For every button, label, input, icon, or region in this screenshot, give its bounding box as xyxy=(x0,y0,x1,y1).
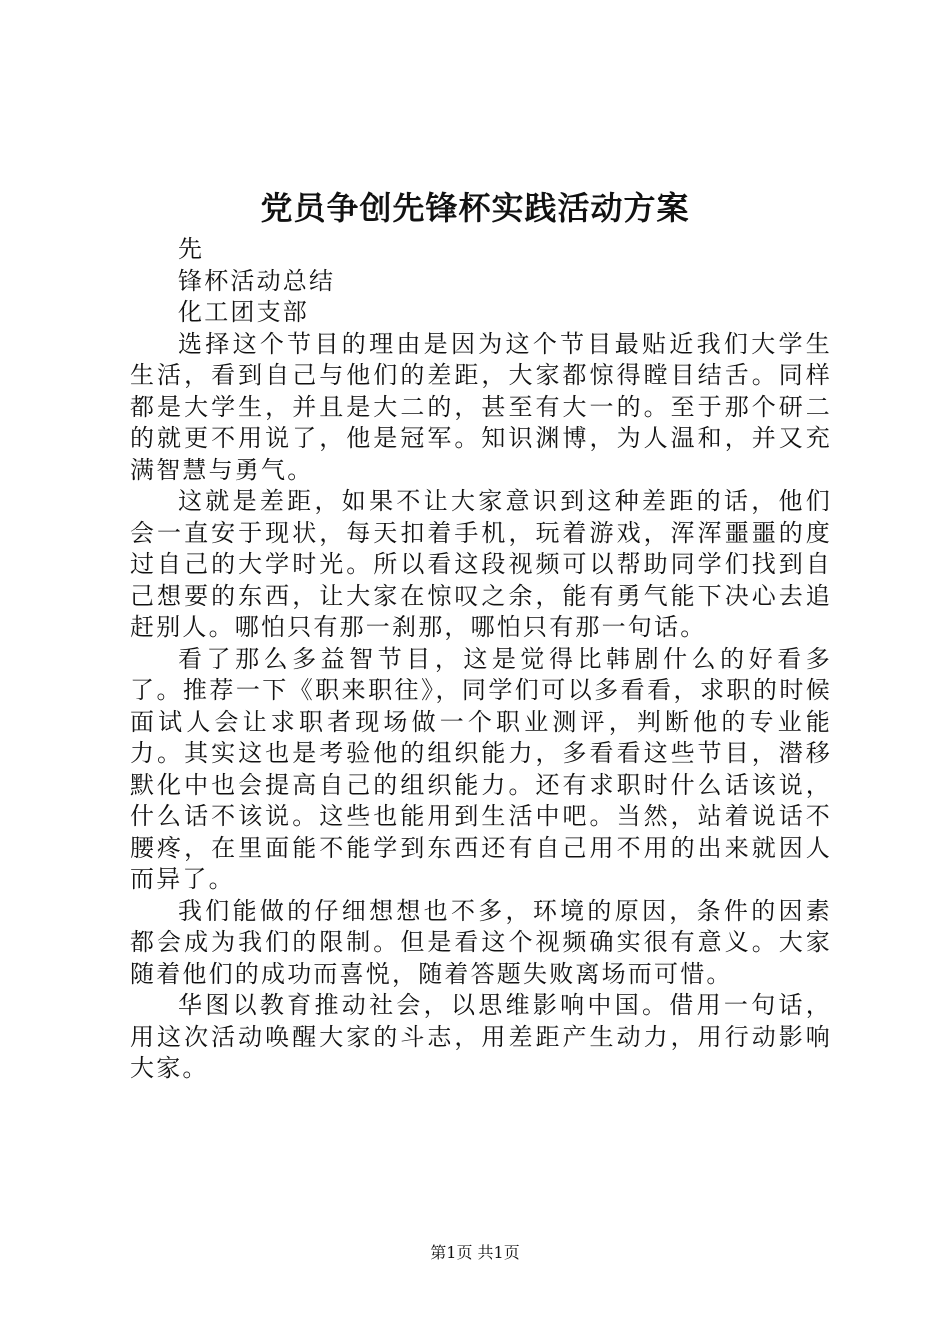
paragraph: 看了那么多益智节目，这是觉得比韩剧什么的好看多了。推荐一下《职来职往》，同学们可以多看看，求职的时候面试人会让求职者现场做一个职业测评，判断他的专业能力。其实这也是考验他的组织能力，多看看这些节目，潜移默化中也会提高自己的组织能力。还有求职时什么话该说，什么话不该说。这些也能用到生活中吧。当然，站着说话不腰疼，在里面能不能学到东西还有自己用不用的出来就因人而异了。 xyxy=(130,644,832,893)
document-title: 党员争创先锋杯实践活动方案 xyxy=(260,189,690,227)
paragraph: 这就是差距，如果不让大家意识到这种差距的话，他们会一直安于现状，每天扣着手机，玩着游戏，浑浑噩噩的度过自己的大学时光。所以看这段视频可以帮助同学们找到自己想要的东西，让大家在惊叹之余，能有勇气能下决心去追赶别人。哪怕只有那一刹那，哪怕只有那一句话。 xyxy=(130,487,832,641)
paragraph: 先 xyxy=(178,235,205,263)
document-body xyxy=(130,234,832,1085)
paragraph: 化工团支部 xyxy=(178,298,309,326)
paragraph: 选择这个节目的理由是因为这个节目最贴近我们大学生生活，看到自己与他们的差距，大家都惊得瞠目结舌。同样都是大学生，并且是大二的，甚至有大一的。至于那个研二的就更不用说了，他是冠军。知识渊博，为人温和，并又充满智慧与勇气。 xyxy=(130,329,832,484)
paragraph: 我们能做的仔细想想也不多，环境的原因，条件的因素都会成为我们的限制。但是看这个视频确实很有意义。大家随着他们的成功而喜悦，随着答题失败离场而可惜。 xyxy=(130,896,832,988)
page-footer: 第1页 共1页 xyxy=(430,1243,520,1262)
paragraph: 锋杯活动总结 xyxy=(178,266,336,295)
paragraph: 华图以教育推动社会，以思维影响中国。借用一句话，用这次活动唤醒大家的斗志，用差距产生动力，用行动影响大家。 xyxy=(130,991,832,1082)
